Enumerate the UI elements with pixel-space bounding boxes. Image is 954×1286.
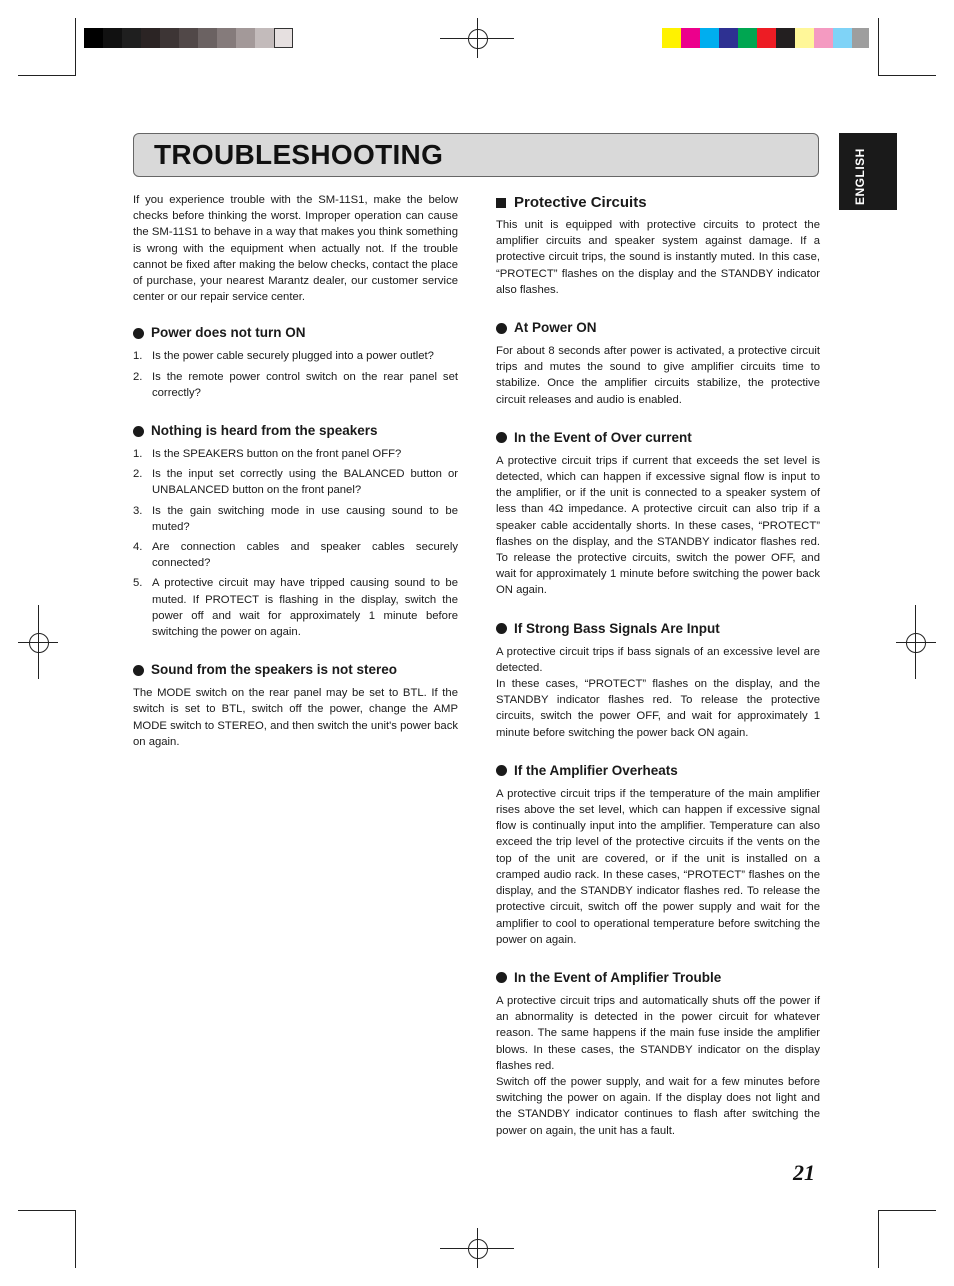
gray-swatch: [255, 28, 274, 48]
bullet-icon: [496, 765, 507, 776]
gray-swatch-bar: [84, 28, 293, 48]
bullet-icon: [133, 665, 144, 676]
protective-circuits-intro: This unit is equipped with protective circuits to protect the amplifier circuits and speaker system against damage. If a protective circuit trips, the sound is instantly muted. In this case, “PROTECT” flashes on the display and the STANDBY indicator also flashes.: [496, 219, 820, 296]
list-item-number: 3.: [133, 504, 143, 517]
list-item-text: Is the input set correctly using the BALANCED button or UNBALANCED button on the front panel?: [152, 468, 458, 497]
section-strong-bass: [496, 619, 820, 741]
section-heading-text: Power does not turn ON: [151, 325, 306, 341]
section-nothing-heard: [133, 421, 458, 640]
list-item: [133, 348, 458, 364]
gray-swatch: [236, 28, 255, 48]
section-body-continued: In these cases, “PROTECT” flashes on the display, and the STANDBY indicator flashes red. To release the protective circuits, switch the power OFF, and wait for approximately 1 minute before switching the power back ON again.: [496, 678, 820, 739]
check-list: [133, 348, 458, 401]
color-swatch: [757, 28, 776, 48]
color-swatch: [852, 28, 869, 48]
section-heading: [133, 660, 458, 680]
section-body: A protective circuit trips and automatically shuts off the power if an abnormality is detected in the power circuit for whatever reason. The same happens if the main fuse inside the amplifier blows. In these cases, the STANDBY indicator on the display flashes red.: [496, 994, 820, 1072]
bullet-icon: [496, 323, 507, 334]
intro-paragraph: If you experience trouble with the SM-11S1, make the below checks before thinking the worst. Improper operation can cause the SM-11S1 to behave in a way that makes you think something is wrong with the equipment when actually not. If the trouble cannot be fixed after making the below checks, contact the place of purchase, your nearest Marantz dealer, our customer service center or our repair service center.: [133, 194, 458, 304]
section-over-current: [496, 428, 820, 599]
square-bullet-icon: [496, 198, 506, 208]
section-body: The MODE switch on the rear panel may be set to BTL. If the switch is set to BTL, switch off the power, change the AMP MODE switch to STEREO, and then switch the unit's power back on again.: [133, 687, 458, 748]
color-swatch: [662, 28, 681, 48]
section-body: A protective circuit trips if the temperature of the main amplifier rises above the set level, which can happen if excessive signal flow is continually input into the amplifier. Temperature can also exceed the trip level of the protective circuits if the vents on the top of the unit are covered, or if the unit is installed on a cramped audio rack. In these cases, “PROTECT” flashes on the display, and the STANDBY indicator flashes red. To release the protective circuit, switch off the power supply and wait for the amplifier to cool to operational temperature before switching the power on again.: [496, 787, 820, 946]
color-swatch: [738, 28, 757, 48]
list-item-text: A protective circuit may have tripped causing sound to be muted. If PROTECT is flashing in the display, switch the power off and wait for approximately 1 minute before switching the power on again.: [152, 577, 458, 639]
list-item-number: 1.: [133, 350, 143, 363]
bullet-icon: [133, 328, 144, 339]
color-swatch: [700, 28, 719, 48]
bullet-icon: [496, 972, 507, 983]
gray-swatch: [141, 28, 160, 48]
list-item: [133, 503, 458, 535]
section-heading-text: In the Event of Amplifier Trouble: [514, 969, 722, 985]
gray-swatch: [179, 28, 198, 48]
page-number: 21: [793, 1160, 815, 1185]
list-item-number: 2.: [133, 370, 143, 383]
color-swatch: [833, 28, 852, 48]
list-item-number: 5.: [133, 577, 143, 590]
language-tab-label: ENGLISH: [853, 148, 867, 205]
color-swatch: [814, 28, 833, 48]
section-body-continued: Switch off the power supply, and wait for a few minutes before switching the power on again. If the display does not light and the STANDBY indicator continues to flash after switching the power on again, the unit has a fault.: [496, 1075, 820, 1137]
section-heading: [496, 619, 820, 639]
list-item-text: Are connection cables and speaker cables securely connected?: [152, 541, 458, 570]
section-overheats: [496, 761, 820, 948]
section-heading-text: Nothing is heard from the speakers: [151, 423, 378, 439]
list-item: [133, 575, 458, 640]
list-item-text: Is the SPEAKERS button on the front panel OFF?: [152, 448, 402, 461]
gray-swatch: [274, 28, 293, 48]
color-swatch: [776, 28, 795, 48]
list-item: [133, 466, 458, 498]
gray-swatch: [122, 28, 141, 48]
section-body: A protective circuit trips if current that exceeds the set level is detected, which can happen if excessive signal flow is input to the amplifier, or if the unit is connected to a speaker system of less than 4Ω impedance. A protective circuit can also trip if a speaker cable accidentally shorts. In these cases, “PROTECT” flashes on the display, and the STANDBY indicator flashes red. To release the protective circuits, switch the power OFF, and wait for approximately 1 minute before switching the power back ON again.: [496, 454, 820, 597]
bullet-icon: [133, 426, 144, 437]
language-tab: [839, 133, 897, 210]
section-heading-text: If the Amplifier Overheats: [514, 762, 678, 778]
color-swatch: [681, 28, 700, 48]
section-heading: [133, 323, 458, 343]
protective-circuits-heading-text: Protective Circuits: [514, 194, 647, 211]
list-item-text: Is the remote power control switch on the rear panel set correctly?: [152, 370, 458, 399]
gray-swatch: [84, 28, 103, 48]
bullet-icon: [496, 623, 507, 634]
left-column: [133, 192, 458, 766]
section-heading-text: At Power ON: [514, 320, 597, 336]
list-item: [133, 369, 458, 401]
section-heading: [133, 421, 458, 441]
gray-swatch: [103, 28, 122, 48]
section-heading: [496, 968, 820, 988]
right-column: [496, 192, 820, 1155]
section-heading: [496, 761, 820, 781]
gray-swatch: [198, 28, 217, 48]
section-body: For about 8 seconds after power is activated, a protective circuit trips and mutes the sound to give amplifier circuits time to stabilize. Once the amplifier circuits stabilize, the protective circuit releases and audio is enabled.: [496, 345, 820, 406]
color-swatch: [719, 28, 738, 48]
section-power-not-on: [133, 323, 458, 401]
check-list: [133, 446, 458, 640]
section-body: A protective circuit trips if bass signals of an excessive level are detected.: [496, 645, 820, 674]
section-heading-text: In the Event of Over current: [514, 429, 692, 445]
section-heading: [496, 428, 820, 448]
title-banner: [133, 133, 819, 177]
list-item: [133, 539, 458, 571]
section-not-stereo: [133, 660, 458, 750]
section-heading-text: If Strong Bass Signals Are Input: [514, 620, 720, 636]
list-item-number: 4.: [133, 541, 143, 554]
color-swatch: [795, 28, 814, 48]
gray-swatch: [217, 28, 236, 48]
section-heading: [496, 318, 820, 338]
gray-swatch: [160, 28, 179, 48]
page-title: TROUBLESHOOTING: [154, 139, 444, 170]
list-item: [133, 446, 458, 462]
protective-circuits-heading: [496, 193, 820, 213]
bullet-icon: [496, 432, 507, 443]
section-amplifier-trouble: [496, 968, 820, 1139]
color-swatch-bar: [662, 28, 869, 48]
list-item-number: 2.: [133, 468, 143, 481]
section-at-power-on: [496, 318, 820, 408]
list-item-text: Is the gain switching mode in use causing sound to be muted?: [152, 504, 458, 533]
list-item-text: Is the power cable securely plugged into a power outlet?: [152, 350, 434, 363]
list-item-number: 1.: [133, 448, 143, 461]
section-heading-text: Sound from the speakers is not stereo: [151, 662, 398, 678]
